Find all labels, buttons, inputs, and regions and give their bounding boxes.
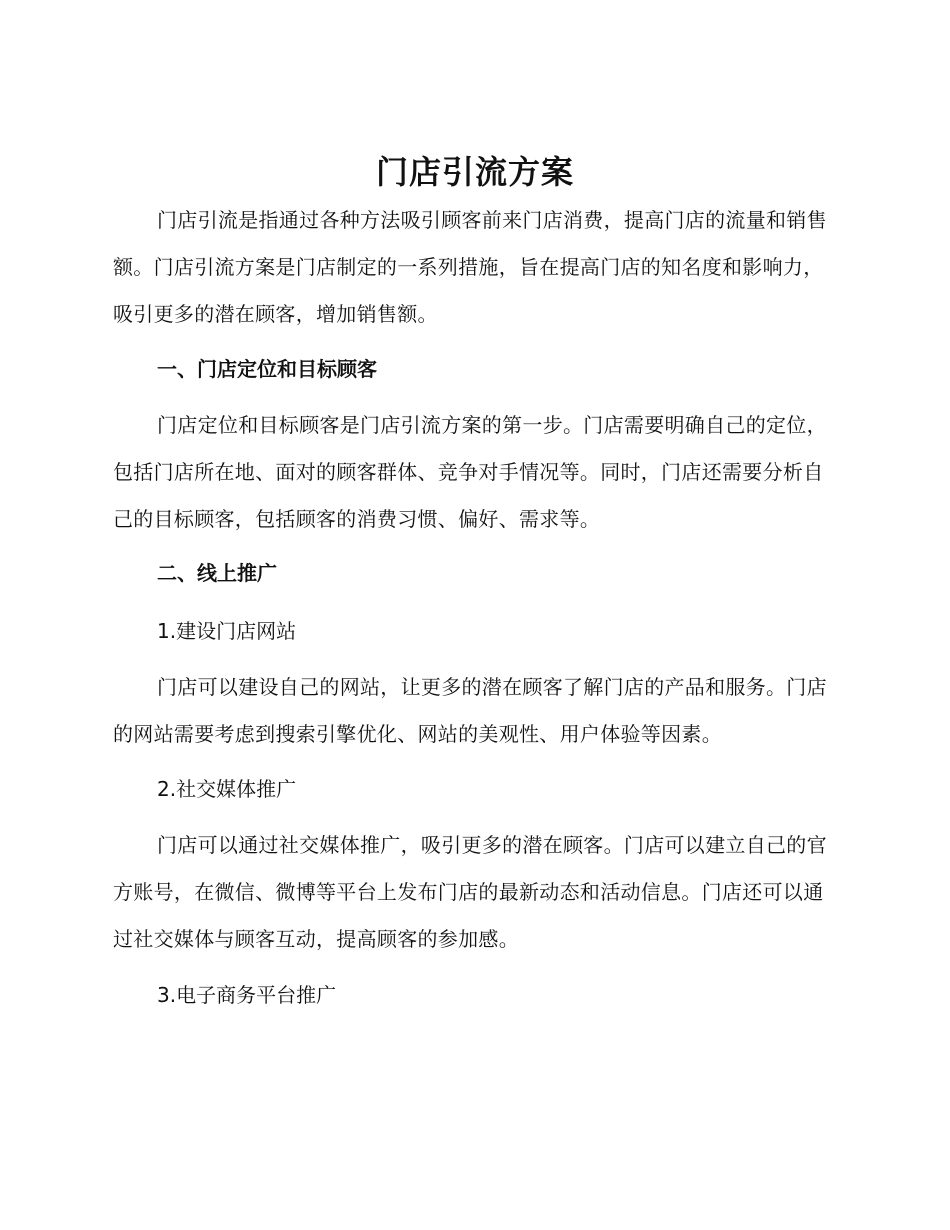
subheading-ecommerce-platform: 3.电子商务平台推广 [157, 983, 337, 1007]
body-build-website: 门店可以建设自己的网站，让更多的潜在顾客了解门店的产品和服务。门店的网站需要考虑到搜索引擎优化、网站的美观性、用户体验等因素。 [113, 675, 827, 746]
section-heading-online-promotion: 二、线上推广 [157, 561, 277, 585]
intro-paragraph: 门店引流是指通过各种方法吸引顾客前来门店消费，提高门店的流量和销售额。门店引流方案是门店制定的一系列措施，旨在提高门店的知名度和影响力，吸引更多的潜在顾客，增加销售额。 [113, 208, 827, 326]
body-social-media: 门店可以通过社交媒体推广，吸引更多的潜在顾客。门店可以建立自己的官方账号，在微信、微博等平台上发布门店的最新动态和活动信息。门店还可以通过社交媒体与顾客互动，提高顾客的参加感。 [113, 833, 827, 951]
page-title: 门店引流方案 [375, 153, 574, 191]
section-body-positioning: 门店定位和目标顾客是门店引流方案的第一步。门店需要明确自己的定位，包括门店所在地、面对的顾客群体、竞争对手情况等。同时，门店还需要分析自己的目标顾客，包括顾客的消费习惯、偏好、需求等。 [113, 413, 827, 531]
subheading-build-website: 1.建设门店网站 [157, 619, 297, 643]
section-heading-positioning: 一、门店定位和目标顾客 [157, 357, 377, 381]
subheading-social-media: 2.社交媒体推广 [157, 777, 297, 801]
